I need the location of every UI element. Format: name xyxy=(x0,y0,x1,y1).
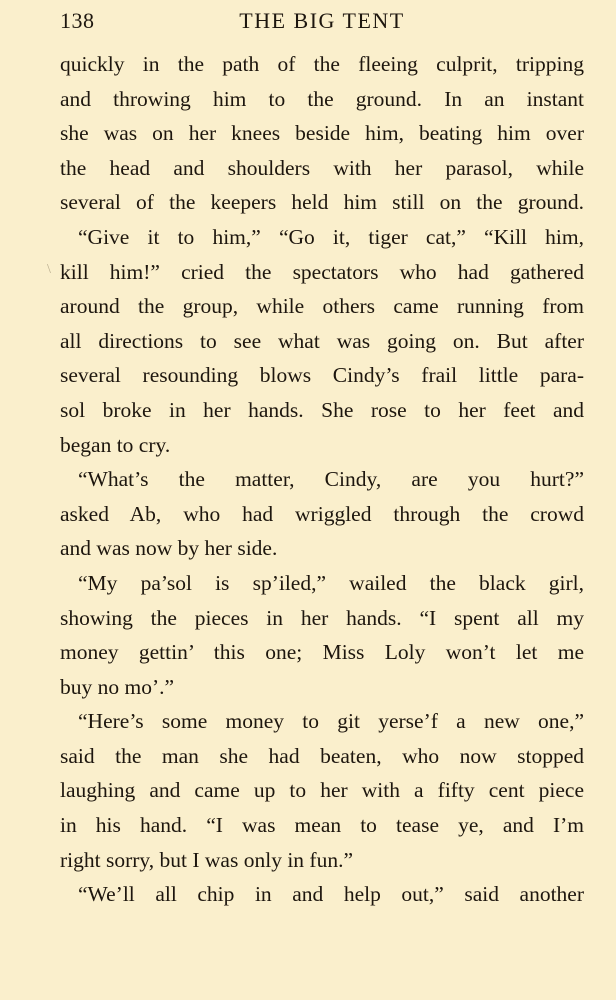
text-line: asked Ab, who had wriggled through the crowd xyxy=(60,501,584,526)
text-line: the head and shoulders with her parasol, while xyxy=(60,155,584,180)
body-text xyxy=(60,47,584,912)
page-header xyxy=(60,8,584,44)
text-line: laughing and came up to her with a fifty cent piece xyxy=(60,778,584,803)
text-line: in his hand. “I was mean to tease ye, and I’m xyxy=(60,813,584,838)
text-line: “Here’s some money to git yerse’f a new one,” xyxy=(78,709,584,734)
text-line: said the man she had beaten, who now stopped xyxy=(60,743,584,768)
text-line: around the group, while others came running from xyxy=(60,294,584,319)
text-line: several of the keepers held him still on the ground. xyxy=(60,190,584,215)
text-line: money gettin’ this one; Miss Loly won’t let me xyxy=(60,640,584,665)
text-line: quickly in the path of the fleeing culprit, tripping xyxy=(60,52,584,76)
page-number: 138 xyxy=(60,8,95,33)
text-line: buy no mo’.” xyxy=(60,674,175,699)
text-line: right sorry, but I was only in fun.” xyxy=(60,847,353,872)
text-line: all directions to see what was going on. But after xyxy=(60,328,584,353)
text-line: kill him!” cried the spectators who had gathered xyxy=(60,259,584,284)
running-head: THE BIG TENT xyxy=(239,8,405,33)
text-line: and throwing him to the ground. In an instant xyxy=(60,86,584,111)
text-line: began to cry. xyxy=(60,432,171,457)
text-line: she was on her knees beside him, beating him over xyxy=(60,121,584,146)
text-line: and was now by her side. xyxy=(60,536,278,561)
margin-mark: \ xyxy=(47,262,51,277)
text-line: “We’ll all chip in and help out,” said another xyxy=(78,882,584,907)
text-line: sol broke in her hands. She rose to her feet and xyxy=(60,397,584,422)
text-line: “Give it to him,” “Go it, tiger cat,” “Kill him, xyxy=(78,224,584,249)
text-line: “What’s the matter, Cindy, are you hurt?” xyxy=(78,467,584,492)
text-line: several resounding blows Cindy’s frail little para- xyxy=(60,363,584,388)
text-line: “My pa’sol is sp’iled,” wailed the black girl, xyxy=(78,570,584,595)
text-line: showing the pieces in her hands. “I spent all my xyxy=(60,605,584,630)
